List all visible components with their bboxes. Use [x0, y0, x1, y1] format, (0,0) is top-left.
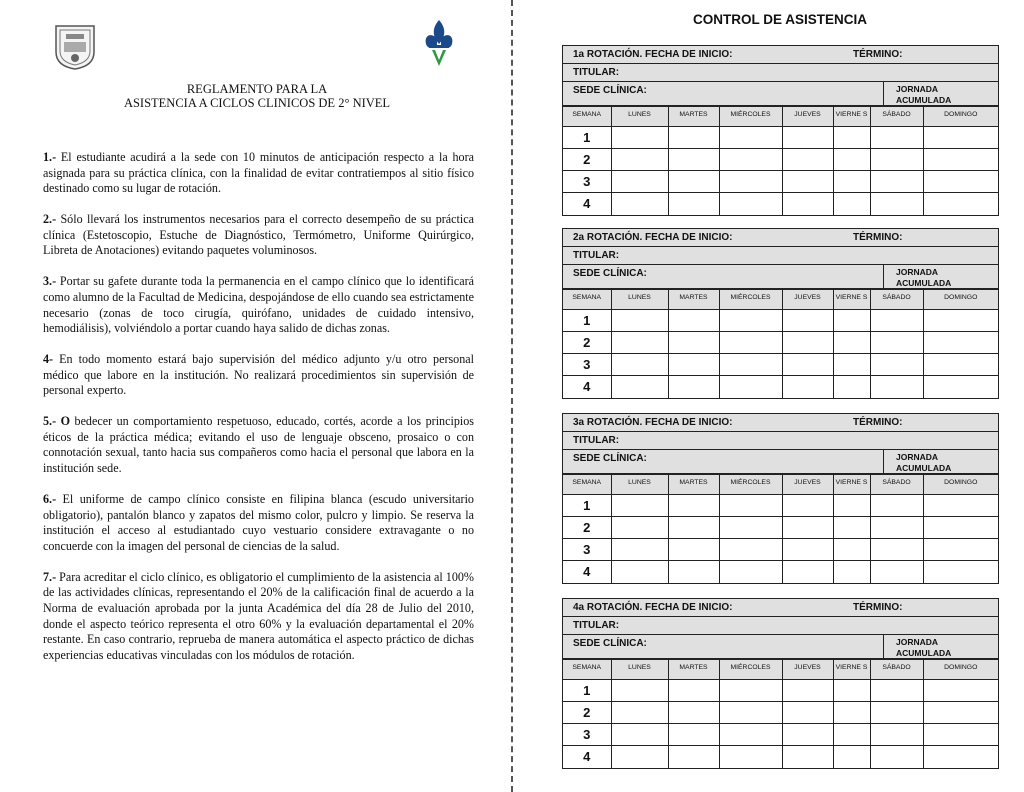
regulations-title: [40, 82, 474, 110]
week-number: 3: [563, 354, 611, 376]
day-header: DOMINGO: [923, 290, 998, 310]
week-number: 4: [563, 746, 611, 768]
week-row: [563, 495, 998, 517]
attendance-cell[interactable]: [668, 517, 719, 539]
day-header: MIÉRCOLES: [719, 290, 782, 310]
rotation-number: 1a: [573, 49, 585, 60]
university-seal-icon: [52, 22, 98, 70]
attendance-cell[interactable]: [668, 376, 719, 398]
attendance-cell[interactable]: [923, 495, 998, 517]
attendance-cell[interactable]: [782, 561, 833, 583]
attendance-cell[interactable]: [870, 495, 923, 517]
week-row: [563, 310, 998, 332]
attendance-cell[interactable]: [923, 561, 998, 583]
attendance-cell[interactable]: [611, 680, 668, 702]
attendance-cell[interactable]: [719, 746, 782, 768]
week-number: 2: [563, 332, 611, 354]
start-date-label: ROTACIÓN. FECHA DE INICIO:: [586, 49, 733, 60]
attendance-cell[interactable]: [668, 680, 719, 702]
attendance-cell[interactable]: [668, 193, 719, 215]
attendance-cell[interactable]: [782, 332, 833, 354]
attendance-cell[interactable]: [782, 354, 833, 376]
attendance-cell[interactable]: [668, 539, 719, 561]
attendance-cell[interactable]: [611, 517, 668, 539]
jornada-line-1: JORNADA: [896, 267, 939, 277]
rule-text: bedecer un comportamiento respetuoso, educado, cortés, acorde a los principios éticos de la práctica médica; evitando el uso de lenguaje obsceno, prosaico o con connotación sexual, tanto hacia sus compañeros como hacia el personal que labora en la institución sede.: [43, 414, 474, 476]
attendance-grid: [563, 289, 998, 398]
attendance-cell[interactable]: [719, 724, 782, 746]
attendance-cell[interactable]: [611, 746, 668, 768]
attendance-cell[interactable]: [719, 495, 782, 517]
rule-text: Portar su gafete durante toda la permanencia en el campo clínico que lo identificará como alumno de la Facultad de Medicina, despojándose de ello cuando sea estrictamente necesario (zonas de toco cirugía, quirófano, unidades de cuidado intensivo, hemodiálisis), volviéndolo a portar cuando haya salido de dichas zonas.: [43, 274, 474, 336]
day-header: VIERNE S: [833, 290, 870, 310]
week-row: [563, 561, 998, 583]
attendance-cell[interactable]: [923, 702, 998, 724]
week-row: [563, 724, 998, 746]
rotation-header: [563, 414, 998, 432]
attendance-cell[interactable]: [719, 354, 782, 376]
day-header-row: [563, 660, 998, 680]
day-header: LUNES: [611, 290, 668, 310]
attendance-cell[interactable]: [782, 193, 833, 215]
attendance-cell[interactable]: [870, 724, 923, 746]
rule-number: 2.-: [43, 212, 57, 227]
attendance-grid: [563, 659, 998, 768]
attendance-cell[interactable]: [870, 354, 923, 376]
rule-number: 3.-: [43, 274, 57, 289]
rule-text: En todo momento estará bajo supervisión del médico adjunto y/u otro personal médico que labore en la institución. No realizará procedimientos sin supervisión de personal experto.: [43, 352, 474, 398]
attendance-cell[interactable]: [923, 517, 998, 539]
fleur-de-lis-icon: [424, 18, 454, 70]
title-line-1: REGLAMENTO PARA LA: [186, 82, 328, 96]
attendance-cell[interactable]: [870, 680, 923, 702]
start-date-label: ROTACIÓN. FECHA DE INICIO:: [586, 232, 733, 243]
attendance-cell[interactable]: [782, 310, 833, 332]
attendance-cell[interactable]: [668, 354, 719, 376]
attendance-cell[interactable]: [719, 680, 782, 702]
day-header: SÁBADO: [870, 660, 923, 680]
day-header: MIÉRCOLES: [719, 660, 782, 680]
week-row: [563, 680, 998, 702]
sede-row: [563, 635, 998, 659]
day-header: MARTES: [668, 107, 719, 127]
attendance-cell[interactable]: [782, 376, 833, 398]
attendance-cell[interactable]: [668, 310, 719, 332]
attendance-cell[interactable]: [833, 495, 870, 517]
attendance-cell[interactable]: [870, 149, 923, 171]
week-number: 4: [563, 561, 611, 583]
attendance-cell[interactable]: [611, 702, 668, 724]
week-number: 4: [563, 376, 611, 398]
rule-item: [43, 570, 474, 664]
week-row: [563, 127, 998, 149]
rule-number: 7.-: [43, 569, 57, 584]
attendance-cell[interactable]: [833, 376, 870, 398]
attendance-cell[interactable]: [870, 539, 923, 561]
rule-text: Para acreditar el ciclo clínico, es obligatorio el cumplimiento de la asistencia al 100% de las actividades clínicas, representando el 20% de la calificación final de acuerdo a la Norma de evaluación aprobada por la junta Académica del día 28 de Julio del 2010, donde el aspecto teórico representa el otro 60% y la evaluación departamental el 20% restante. En caso contrario, reprueba de manera automática el aspecto práctico de dichas experiencias educativas vinculadas con los módulos de rotación.: [43, 569, 474, 662]
sede-row: [563, 450, 998, 474]
week-number: 1: [563, 495, 611, 517]
sede-row: [563, 265, 998, 289]
rotation-form: [562, 598, 999, 769]
rule-number: 6.-: [43, 492, 57, 507]
start-date-label: ROTACIÓN. FECHA DE INICIO:: [586, 602, 733, 613]
attendance-cell[interactable]: [870, 746, 923, 768]
end-date-label: TÉRMINO:: [853, 49, 903, 60]
attendance-cell[interactable]: [668, 332, 719, 354]
day-header: VIERNE S: [833, 475, 870, 495]
rotation-form: [562, 228, 999, 399]
day-header: MIÉRCOLES: [719, 107, 782, 127]
attendance-cell[interactable]: [923, 539, 998, 561]
attendance-cell[interactable]: [668, 724, 719, 746]
attendance-cell[interactable]: [923, 724, 998, 746]
rule-text: El estudiante acudirá a la sede con 10 minutos de anticipación respecto a la hora asignada para su práctica clínica, con la finalidad de evitar contratiempos al sitio físico destinado como su lugar de rotación.: [43, 150, 474, 196]
rule-item: [43, 274, 474, 336]
title-line-2: ASISTENCIA A CICLOS CLINICOS DE 2° NIVEL: [123, 96, 391, 110]
day-header: VIERNE S: [833, 660, 870, 680]
attendance-cell[interactable]: [833, 193, 870, 215]
attendance-cell[interactable]: [719, 332, 782, 354]
sede-label: SEDE CLÍNICA:: [563, 82, 884, 105]
week-row: [563, 193, 998, 215]
week-row: [563, 517, 998, 539]
day-header: MARTES: [668, 475, 719, 495]
attendance-grid: [563, 106, 998, 215]
week-row: [563, 376, 998, 398]
attendance-cell[interactable]: [833, 539, 870, 561]
week-row: [563, 149, 998, 171]
attendance-cell[interactable]: [782, 746, 833, 768]
attendance-cell[interactable]: [611, 495, 668, 517]
rule-item: [43, 352, 474, 399]
attendance-cell[interactable]: [611, 193, 668, 215]
attendance-cell[interactable]: [719, 539, 782, 561]
rotation-form: [562, 45, 999, 216]
attendance-cell[interactable]: [782, 171, 833, 193]
attendance-cell[interactable]: [923, 171, 998, 193]
attendance-cell[interactable]: [611, 561, 668, 583]
attendance-cell[interactable]: [719, 149, 782, 171]
attendance-cell[interactable]: [870, 702, 923, 724]
attendance-title: CONTROL DE ASISTENCIA: [692, 12, 867, 27]
day-header: JUEVES: [782, 660, 833, 680]
rule-number: 4-: [43, 352, 54, 367]
attendance-cell[interactable]: [611, 149, 668, 171]
attendance-cell[interactable]: [719, 171, 782, 193]
jornada-line-2: ACUMULADA: [896, 278, 952, 288]
week-number: 3: [563, 539, 611, 561]
sede-row: [563, 82, 998, 106]
week-row: [563, 171, 998, 193]
day-header: MARTES: [668, 660, 719, 680]
day-header: LUNES: [611, 475, 668, 495]
day-header: JUEVES: [782, 475, 833, 495]
titular-label: TITULAR:: [573, 435, 620, 446]
attendance-cell[interactable]: [611, 171, 668, 193]
attendance-cell[interactable]: [668, 149, 719, 171]
attendance-cell[interactable]: [782, 127, 833, 149]
attendance-cell[interactable]: [611, 376, 668, 398]
day-header: SEMANA: [563, 290, 611, 310]
attendance-cell[interactable]: [833, 746, 870, 768]
attendance-cell[interactable]: [833, 332, 870, 354]
attendance-cell[interactable]: [668, 561, 719, 583]
jornada-label: [884, 635, 998, 658]
day-header: SÁBADO: [870, 107, 923, 127]
attendance-cell[interactable]: [870, 310, 923, 332]
rule-number: 5.- O: [43, 414, 71, 429]
attendance-cell[interactable]: [611, 354, 668, 376]
week-row: [563, 354, 998, 376]
week-number: 2: [563, 702, 611, 724]
rotation-header: [563, 599, 998, 617]
rotation-number: 2a: [573, 232, 585, 243]
rule-item: [43, 492, 474, 554]
day-header: LUNES: [611, 107, 668, 127]
attendance-cell[interactable]: [923, 680, 998, 702]
page-fold-divider: [511, 0, 513, 792]
attendance-cell[interactable]: [833, 561, 870, 583]
week-row: [563, 539, 998, 561]
attendance-cell[interactable]: [782, 517, 833, 539]
day-header: JUEVES: [782, 290, 833, 310]
week-number: 2: [563, 517, 611, 539]
attendance-cell[interactable]: [611, 310, 668, 332]
titular-label: TITULAR:: [573, 250, 620, 261]
jornada-label: [884, 82, 998, 105]
attendance-cell[interactable]: [870, 127, 923, 149]
day-header: SEMANA: [563, 475, 611, 495]
attendance-cell[interactable]: [668, 702, 719, 724]
attendance-cell[interactable]: [611, 332, 668, 354]
rotation-header: [563, 46, 998, 64]
day-header: DOMINGO: [923, 107, 998, 127]
rule-item: [43, 150, 474, 197]
end-date-label: TÉRMINO:: [853, 232, 903, 243]
sede-label: SEDE CLÍNICA:: [563, 265, 884, 288]
attendance-cell[interactable]: [782, 702, 833, 724]
week-number: 4: [563, 193, 611, 215]
jornada-line-1: JORNADA: [896, 452, 939, 462]
rule-item: [43, 212, 474, 259]
week-number: 3: [563, 724, 611, 746]
rule-text: Sólo llevará los instrumentos necesarios para el correcto desempeño de su práctica clínica (Estetoscopio, Estuche de Diagnóstico, Termómetro, Uniforme Quirúrgico, Libreta de Anotaciones) evitando paquetes voluminosos.: [43, 212, 474, 258]
week-row: [563, 746, 998, 768]
attendance-cell[interactable]: [833, 724, 870, 746]
titular-row: [563, 64, 998, 82]
attendance-cell[interactable]: [923, 310, 998, 332]
titular-row: [563, 247, 998, 265]
titular-label: TITULAR:: [573, 620, 620, 631]
attendance-cell[interactable]: [923, 376, 998, 398]
titular-row: [563, 617, 998, 635]
attendance-cell[interactable]: [833, 149, 870, 171]
rules-list: [43, 150, 474, 679]
attendance-cell[interactable]: [611, 127, 668, 149]
jornada-label: [884, 265, 998, 288]
attendance-cell[interactable]: [719, 561, 782, 583]
attendance-cell[interactable]: [870, 376, 923, 398]
day-header-row: [563, 107, 998, 127]
rotation-number: 3a: [573, 417, 585, 428]
sede-label: SEDE CLÍNICA:: [563, 450, 884, 473]
attendance-cell[interactable]: [833, 171, 870, 193]
attendance-cell[interactable]: [668, 746, 719, 768]
attendance-cell[interactable]: [719, 310, 782, 332]
day-header: LUNES: [611, 660, 668, 680]
attendance-cell[interactable]: [923, 127, 998, 149]
titular-row: [563, 432, 998, 450]
attendance-cell[interactable]: [611, 539, 668, 561]
attendance-cell[interactable]: [870, 193, 923, 215]
start-date-label: ROTACIÓN. FECHA DE INICIO:: [586, 417, 733, 428]
day-header: JUEVES: [782, 107, 833, 127]
attendance-cell[interactable]: [719, 517, 782, 539]
day-header: SEMANA: [563, 107, 611, 127]
attendance-cell[interactable]: [923, 193, 998, 215]
attendance-cell[interactable]: [923, 746, 998, 768]
attendance-cell[interactable]: [833, 702, 870, 724]
rule-item: [43, 414, 474, 476]
attendance-cell[interactable]: [668, 495, 719, 517]
week-number: 1: [563, 127, 611, 149]
attendance-cell[interactable]: [833, 517, 870, 539]
attendance-cell[interactable]: [870, 171, 923, 193]
end-date-label: TÉRMINO:: [853, 417, 903, 428]
attendance-cell[interactable]: [833, 680, 870, 702]
attendance-cell[interactable]: [668, 171, 719, 193]
week-row: [563, 702, 998, 724]
jornada-line-2: ACUMULADA: [896, 648, 952, 658]
attendance-cell[interactable]: [719, 376, 782, 398]
week-row: [563, 332, 998, 354]
attendance-cell[interactable]: [923, 354, 998, 376]
attendance-cell[interactable]: [870, 561, 923, 583]
attendance-cell[interactable]: [611, 724, 668, 746]
day-header: DOMINGO: [923, 475, 998, 495]
jornada-line-2: ACUMULADA: [896, 463, 952, 473]
attendance-cell[interactable]: [782, 149, 833, 171]
attendance-cell[interactable]: [923, 332, 998, 354]
jornada-line-2: ACUMULADA: [896, 95, 952, 105]
attendance-cell[interactable]: [833, 310, 870, 332]
week-number: 1: [563, 680, 611, 702]
attendance-grid: [563, 474, 998, 583]
day-header: SEMANA: [563, 660, 611, 680]
attendance-cell[interactable]: [782, 539, 833, 561]
rule-text: El uniforme de campo clínico consiste en filipina blanca (escudo universitario obligatorio), pantalón blanco y zapatos del mismo color, pulcro y limpio. Se reserva la institución el acceso al estudiantado cuyo vestuario considere extravagante o no concuerde con la imagen del personal de ciencias de la salud.: [43, 492, 474, 553]
titular-label: TITULAR:: [573, 67, 620, 78]
week-number: 3: [563, 171, 611, 193]
day-header: SÁBADO: [870, 475, 923, 495]
attendance-cell[interactable]: [719, 193, 782, 215]
attendance-cell[interactable]: [782, 680, 833, 702]
day-header: SÁBADO: [870, 290, 923, 310]
attendance-cell[interactable]: [833, 354, 870, 376]
day-header: MIÉRCOLES: [719, 475, 782, 495]
attendance-cell[interactable]: [719, 127, 782, 149]
day-header: VIERNE S: [833, 107, 870, 127]
attendance-cell[interactable]: [668, 127, 719, 149]
rule-number: 1.-: [43, 150, 57, 164]
day-header-row: [563, 290, 998, 310]
attendance-cell[interactable]: [719, 702, 782, 724]
jornada-label: [884, 450, 998, 473]
attendance-cell[interactable]: [782, 495, 833, 517]
end-date-label: TÉRMINO:: [853, 602, 903, 613]
attendance-cell[interactable]: [923, 149, 998, 171]
attendance-cell[interactable]: [782, 724, 833, 746]
week-number: 1: [563, 310, 611, 332]
rotation-header: [563, 229, 998, 247]
attendance-cell[interactable]: [870, 332, 923, 354]
jornada-line-1: JORNADA: [896, 84, 939, 94]
attendance-cell[interactable]: [833, 127, 870, 149]
rotation-form: [562, 413, 999, 584]
jornada-line-1: JORNADA: [896, 637, 939, 647]
sede-label: SEDE CLÍNICA:: [563, 635, 884, 658]
day-header: MARTES: [668, 290, 719, 310]
attendance-cell[interactable]: [870, 517, 923, 539]
day-header-row: [563, 475, 998, 495]
day-header: DOMINGO: [923, 660, 998, 680]
rotation-number: 4a: [573, 602, 585, 613]
week-number: 2: [563, 149, 611, 171]
